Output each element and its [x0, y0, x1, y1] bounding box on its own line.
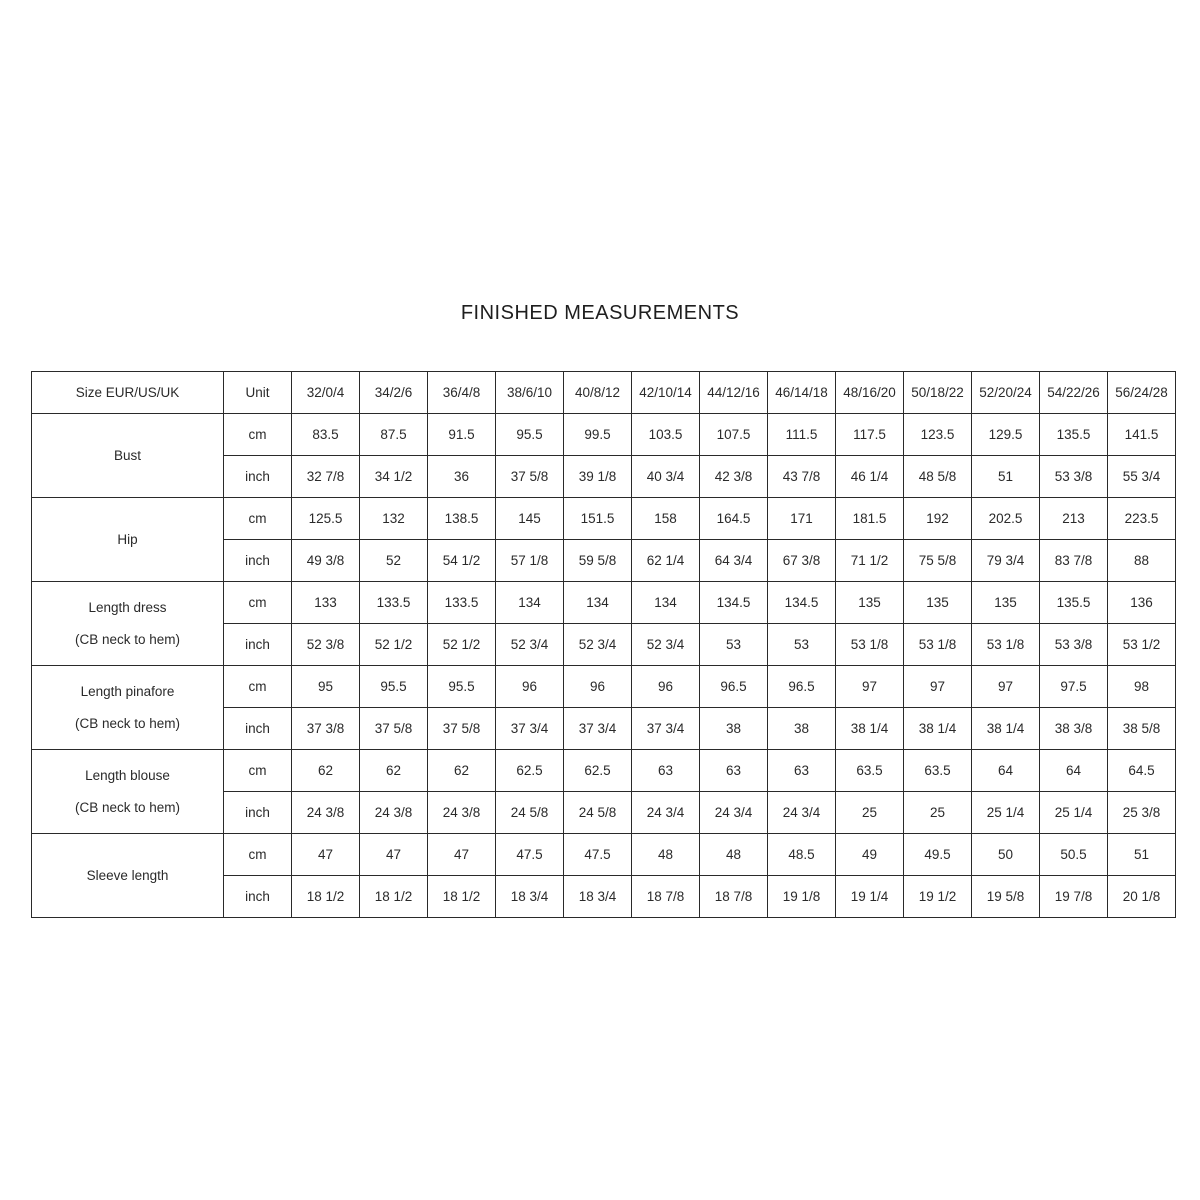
value-cell: 83.5 [292, 414, 360, 456]
measurement-label-cell [32, 750, 224, 834]
value-cell: 63 [700, 750, 768, 792]
value-cell: 49 [836, 834, 904, 876]
value-cell: 53 3/8 [1040, 456, 1108, 498]
value-cell: 83 7/8 [1040, 540, 1108, 582]
value-cell: 47 [292, 834, 360, 876]
value-cell: 46 1/4 [836, 456, 904, 498]
value-cell: 135 [972, 582, 1040, 624]
value-cell: 53 1/8 [836, 624, 904, 666]
value-cell: 24 3/8 [428, 792, 496, 834]
size-column-header: 50/18/22 [904, 372, 972, 414]
value-cell: 19 7/8 [1040, 876, 1108, 918]
value-cell: 96 [564, 666, 632, 708]
measurement-label-cell [32, 666, 224, 750]
value-cell: 134 [564, 582, 632, 624]
value-cell: 38 [768, 708, 836, 750]
value-cell: 96 [496, 666, 564, 708]
value-cell: 97 [904, 666, 972, 708]
value-cell: 51 [972, 456, 1040, 498]
value-cell: 97 [836, 666, 904, 708]
value-cell: 91.5 [428, 414, 496, 456]
value-cell: 37 5/8 [360, 708, 428, 750]
value-cell: 37 3/4 [632, 708, 700, 750]
value-cell: 24 3/4 [632, 792, 700, 834]
value-cell: 133.5 [428, 582, 496, 624]
value-cell: 25 [904, 792, 972, 834]
value-cell: 95.5 [496, 414, 564, 456]
value-cell: 47 [360, 834, 428, 876]
value-cell: 107.5 [700, 414, 768, 456]
value-cell: 95 [292, 666, 360, 708]
value-cell: 63 [768, 750, 836, 792]
value-cell: 47 [428, 834, 496, 876]
value-cell: 38 [700, 708, 768, 750]
value-cell: 53 1/8 [904, 624, 972, 666]
value-cell: 48 [700, 834, 768, 876]
value-cell: 52 3/8 [292, 624, 360, 666]
value-cell: 96.5 [768, 666, 836, 708]
value-cell: 57 1/8 [496, 540, 564, 582]
size-column-header: 32/0/4 [292, 372, 360, 414]
value-cell: 88 [1108, 540, 1176, 582]
value-cell: 63 [632, 750, 700, 792]
value-cell: 47.5 [496, 834, 564, 876]
value-cell: 37 3/4 [564, 708, 632, 750]
size-column-header: 48/16/20 [836, 372, 904, 414]
value-cell: 25 3/8 [1108, 792, 1176, 834]
size-column-header: 38/6/10 [496, 372, 564, 414]
value-cell: 52 1/2 [428, 624, 496, 666]
value-cell: 50 [972, 834, 1040, 876]
value-cell: 103.5 [632, 414, 700, 456]
value-cell: 51 [1108, 834, 1176, 876]
value-cell: 141.5 [1108, 414, 1176, 456]
value-cell: 37 5/8 [428, 708, 496, 750]
value-cell: 19 1/4 [836, 876, 904, 918]
value-cell: 52 [360, 540, 428, 582]
size-column-header: 44/12/16 [700, 372, 768, 414]
measurement-label-cell [32, 414, 224, 498]
value-cell: 95.5 [360, 666, 428, 708]
value-cell: 24 3/8 [360, 792, 428, 834]
unit-cell: cm [224, 750, 292, 792]
measurement-label-cell [32, 582, 224, 666]
value-cell: 95.5 [428, 666, 496, 708]
value-cell: 145 [496, 498, 564, 540]
value-cell: 97.5 [1040, 666, 1108, 708]
value-cell: 24 5/8 [496, 792, 564, 834]
value-cell: 52 1/2 [360, 624, 428, 666]
value-cell: 37 5/8 [496, 456, 564, 498]
value-cell: 64 [972, 750, 1040, 792]
value-cell: 125.5 [292, 498, 360, 540]
value-cell: 132 [360, 498, 428, 540]
unit-cell: cm [224, 666, 292, 708]
value-cell: 134 [632, 582, 700, 624]
value-cell: 19 1/2 [904, 876, 972, 918]
measurement-label: (CB neck to hem) [74, 631, 181, 647]
value-cell: 53 1/2 [1108, 624, 1176, 666]
table-row [32, 582, 1176, 624]
value-cell: 62.5 [496, 750, 564, 792]
size-column-header: 54/22/26 [1040, 372, 1108, 414]
measurement-label-cell [32, 498, 224, 582]
value-cell: 64.5 [1108, 750, 1176, 792]
value-cell: 97 [972, 666, 1040, 708]
value-cell: 96.5 [700, 666, 768, 708]
table-row [32, 750, 1176, 792]
unit-cell: cm [224, 582, 292, 624]
value-cell: 99.5 [564, 414, 632, 456]
value-cell: 50.5 [1040, 834, 1108, 876]
unit-cell: inch [224, 708, 292, 750]
value-cell: 18 1/2 [360, 876, 428, 918]
value-cell: 63.5 [904, 750, 972, 792]
measurement-label: Length blouse [85, 767, 170, 783]
value-cell: 34 1/2 [360, 456, 428, 498]
header-row [32, 372, 1176, 414]
value-cell: 47.5 [564, 834, 632, 876]
value-cell: 39 1/8 [564, 456, 632, 498]
value-cell: 18 7/8 [632, 876, 700, 918]
unit-cell: cm [224, 498, 292, 540]
measurement-label: Bust [113, 447, 141, 463]
value-cell: 135 [904, 582, 972, 624]
value-cell: 48.5 [768, 834, 836, 876]
unit-cell: inch [224, 792, 292, 834]
value-cell: 164.5 [700, 498, 768, 540]
value-cell: 123.5 [904, 414, 972, 456]
value-cell: 75 5/8 [904, 540, 972, 582]
value-cell: 63.5 [836, 750, 904, 792]
value-cell: 129.5 [972, 414, 1040, 456]
value-cell: 32 7/8 [292, 456, 360, 498]
value-cell: 49.5 [904, 834, 972, 876]
value-cell: 213 [1040, 498, 1108, 540]
value-cell: 54 1/2 [428, 540, 496, 582]
value-cell: 49 3/8 [292, 540, 360, 582]
value-cell: 134 [496, 582, 564, 624]
value-cell: 18 1/2 [428, 876, 496, 918]
value-cell: 133 [292, 582, 360, 624]
value-cell: 18 7/8 [700, 876, 768, 918]
value-cell: 19 5/8 [972, 876, 1040, 918]
value-cell: 24 3/4 [768, 792, 836, 834]
value-cell: 38 5/8 [1108, 708, 1176, 750]
value-cell: 64 3/4 [700, 540, 768, 582]
value-cell: 48 [632, 834, 700, 876]
value-cell: 24 5/8 [564, 792, 632, 834]
value-cell: 67 3/8 [768, 540, 836, 582]
value-cell: 59 5/8 [564, 540, 632, 582]
value-cell: 24 3/8 [292, 792, 360, 834]
value-cell: 55 3/4 [1108, 456, 1176, 498]
value-cell: 87.5 [360, 414, 428, 456]
measurement-label: (CB neck to hem) [74, 715, 181, 731]
value-cell: 53 [700, 624, 768, 666]
value-cell: 37 3/4 [496, 708, 564, 750]
value-cell: 202.5 [972, 498, 1040, 540]
value-cell: 111.5 [768, 414, 836, 456]
value-cell: 52 3/4 [496, 624, 564, 666]
value-cell: 192 [904, 498, 972, 540]
measurement-label: Length dress [88, 599, 167, 615]
table-row [32, 834, 1176, 876]
value-cell: 25 1/4 [972, 792, 1040, 834]
value-cell: 18 3/4 [496, 876, 564, 918]
value-cell: 19 1/8 [768, 876, 836, 918]
size-column-header: 52/20/24 [972, 372, 1040, 414]
value-cell: 38 3/8 [1040, 708, 1108, 750]
value-cell: 62 [360, 750, 428, 792]
value-cell: 53 3/8 [1040, 624, 1108, 666]
value-cell: 36 [428, 456, 496, 498]
size-header-cell: Size EUR/US/UK [32, 372, 224, 414]
value-cell: 42 3/8 [700, 456, 768, 498]
value-cell: 158 [632, 498, 700, 540]
unit-header-cell: Unit [224, 372, 292, 414]
table-row [32, 414, 1176, 456]
value-cell: 53 1/8 [972, 624, 1040, 666]
measurements-table [31, 371, 1176, 918]
value-cell: 98 [1108, 666, 1176, 708]
value-cell: 20 1/8 [1108, 876, 1176, 918]
value-cell: 62 [428, 750, 496, 792]
value-cell: 64 [1040, 750, 1108, 792]
value-cell: 18 3/4 [564, 876, 632, 918]
size-column-header: 36/4/8 [428, 372, 496, 414]
value-cell: 136 [1108, 582, 1176, 624]
value-cell: 71 1/2 [836, 540, 904, 582]
measurement-label-cell [32, 834, 224, 918]
value-cell: 40 3/4 [632, 456, 700, 498]
measurement-label: Sleeve length [86, 867, 169, 883]
size-column-header: 56/24/28 [1108, 372, 1176, 414]
size-column-header: 42/10/14 [632, 372, 700, 414]
value-cell: 25 [836, 792, 904, 834]
value-cell: 24 3/4 [700, 792, 768, 834]
unit-cell: inch [224, 624, 292, 666]
value-cell: 52 3/4 [564, 624, 632, 666]
value-cell: 37 3/8 [292, 708, 360, 750]
value-cell: 171 [768, 498, 836, 540]
value-cell: 38 1/4 [972, 708, 1040, 750]
unit-cell: inch [224, 540, 292, 582]
value-cell: 135.5 [1040, 414, 1108, 456]
table-row [32, 498, 1176, 540]
value-cell: 181.5 [836, 498, 904, 540]
size-column-header: 46/14/18 [768, 372, 836, 414]
value-cell: 52 3/4 [632, 624, 700, 666]
value-cell: 62 1/4 [632, 540, 700, 582]
value-cell: 135 [836, 582, 904, 624]
unit-cell: inch [224, 876, 292, 918]
page-title: FINISHED MEASUREMENTS [460, 302, 740, 324]
size-column-header: 40/8/12 [564, 372, 632, 414]
measurement-label: (CB neck to hem) [74, 799, 181, 815]
value-cell: 151.5 [564, 498, 632, 540]
value-cell: 53 [768, 624, 836, 666]
unit-cell: inch [224, 456, 292, 498]
measurement-label: Hip [117, 531, 138, 547]
measurement-label: Length pinafore [80, 683, 175, 699]
value-cell: 48 5/8 [904, 456, 972, 498]
value-cell: 79 3/4 [972, 540, 1040, 582]
value-cell: 18 1/2 [292, 876, 360, 918]
value-cell: 135.5 [1040, 582, 1108, 624]
value-cell: 25 1/4 [1040, 792, 1108, 834]
value-cell: 117.5 [836, 414, 904, 456]
value-cell: 134.5 [768, 582, 836, 624]
value-cell: 62 [292, 750, 360, 792]
table-row [32, 666, 1176, 708]
value-cell: 43 7/8 [768, 456, 836, 498]
value-cell: 133.5 [360, 582, 428, 624]
value-cell: 62.5 [564, 750, 632, 792]
value-cell: 223.5 [1108, 498, 1176, 540]
value-cell: 96 [632, 666, 700, 708]
value-cell: 134.5 [700, 582, 768, 624]
unit-cell: cm [224, 414, 292, 456]
value-cell: 38 1/4 [836, 708, 904, 750]
value-cell: 138.5 [428, 498, 496, 540]
unit-cell: cm [224, 834, 292, 876]
value-cell: 38 1/4 [904, 708, 972, 750]
size-column-header: 34/2/6 [360, 372, 428, 414]
